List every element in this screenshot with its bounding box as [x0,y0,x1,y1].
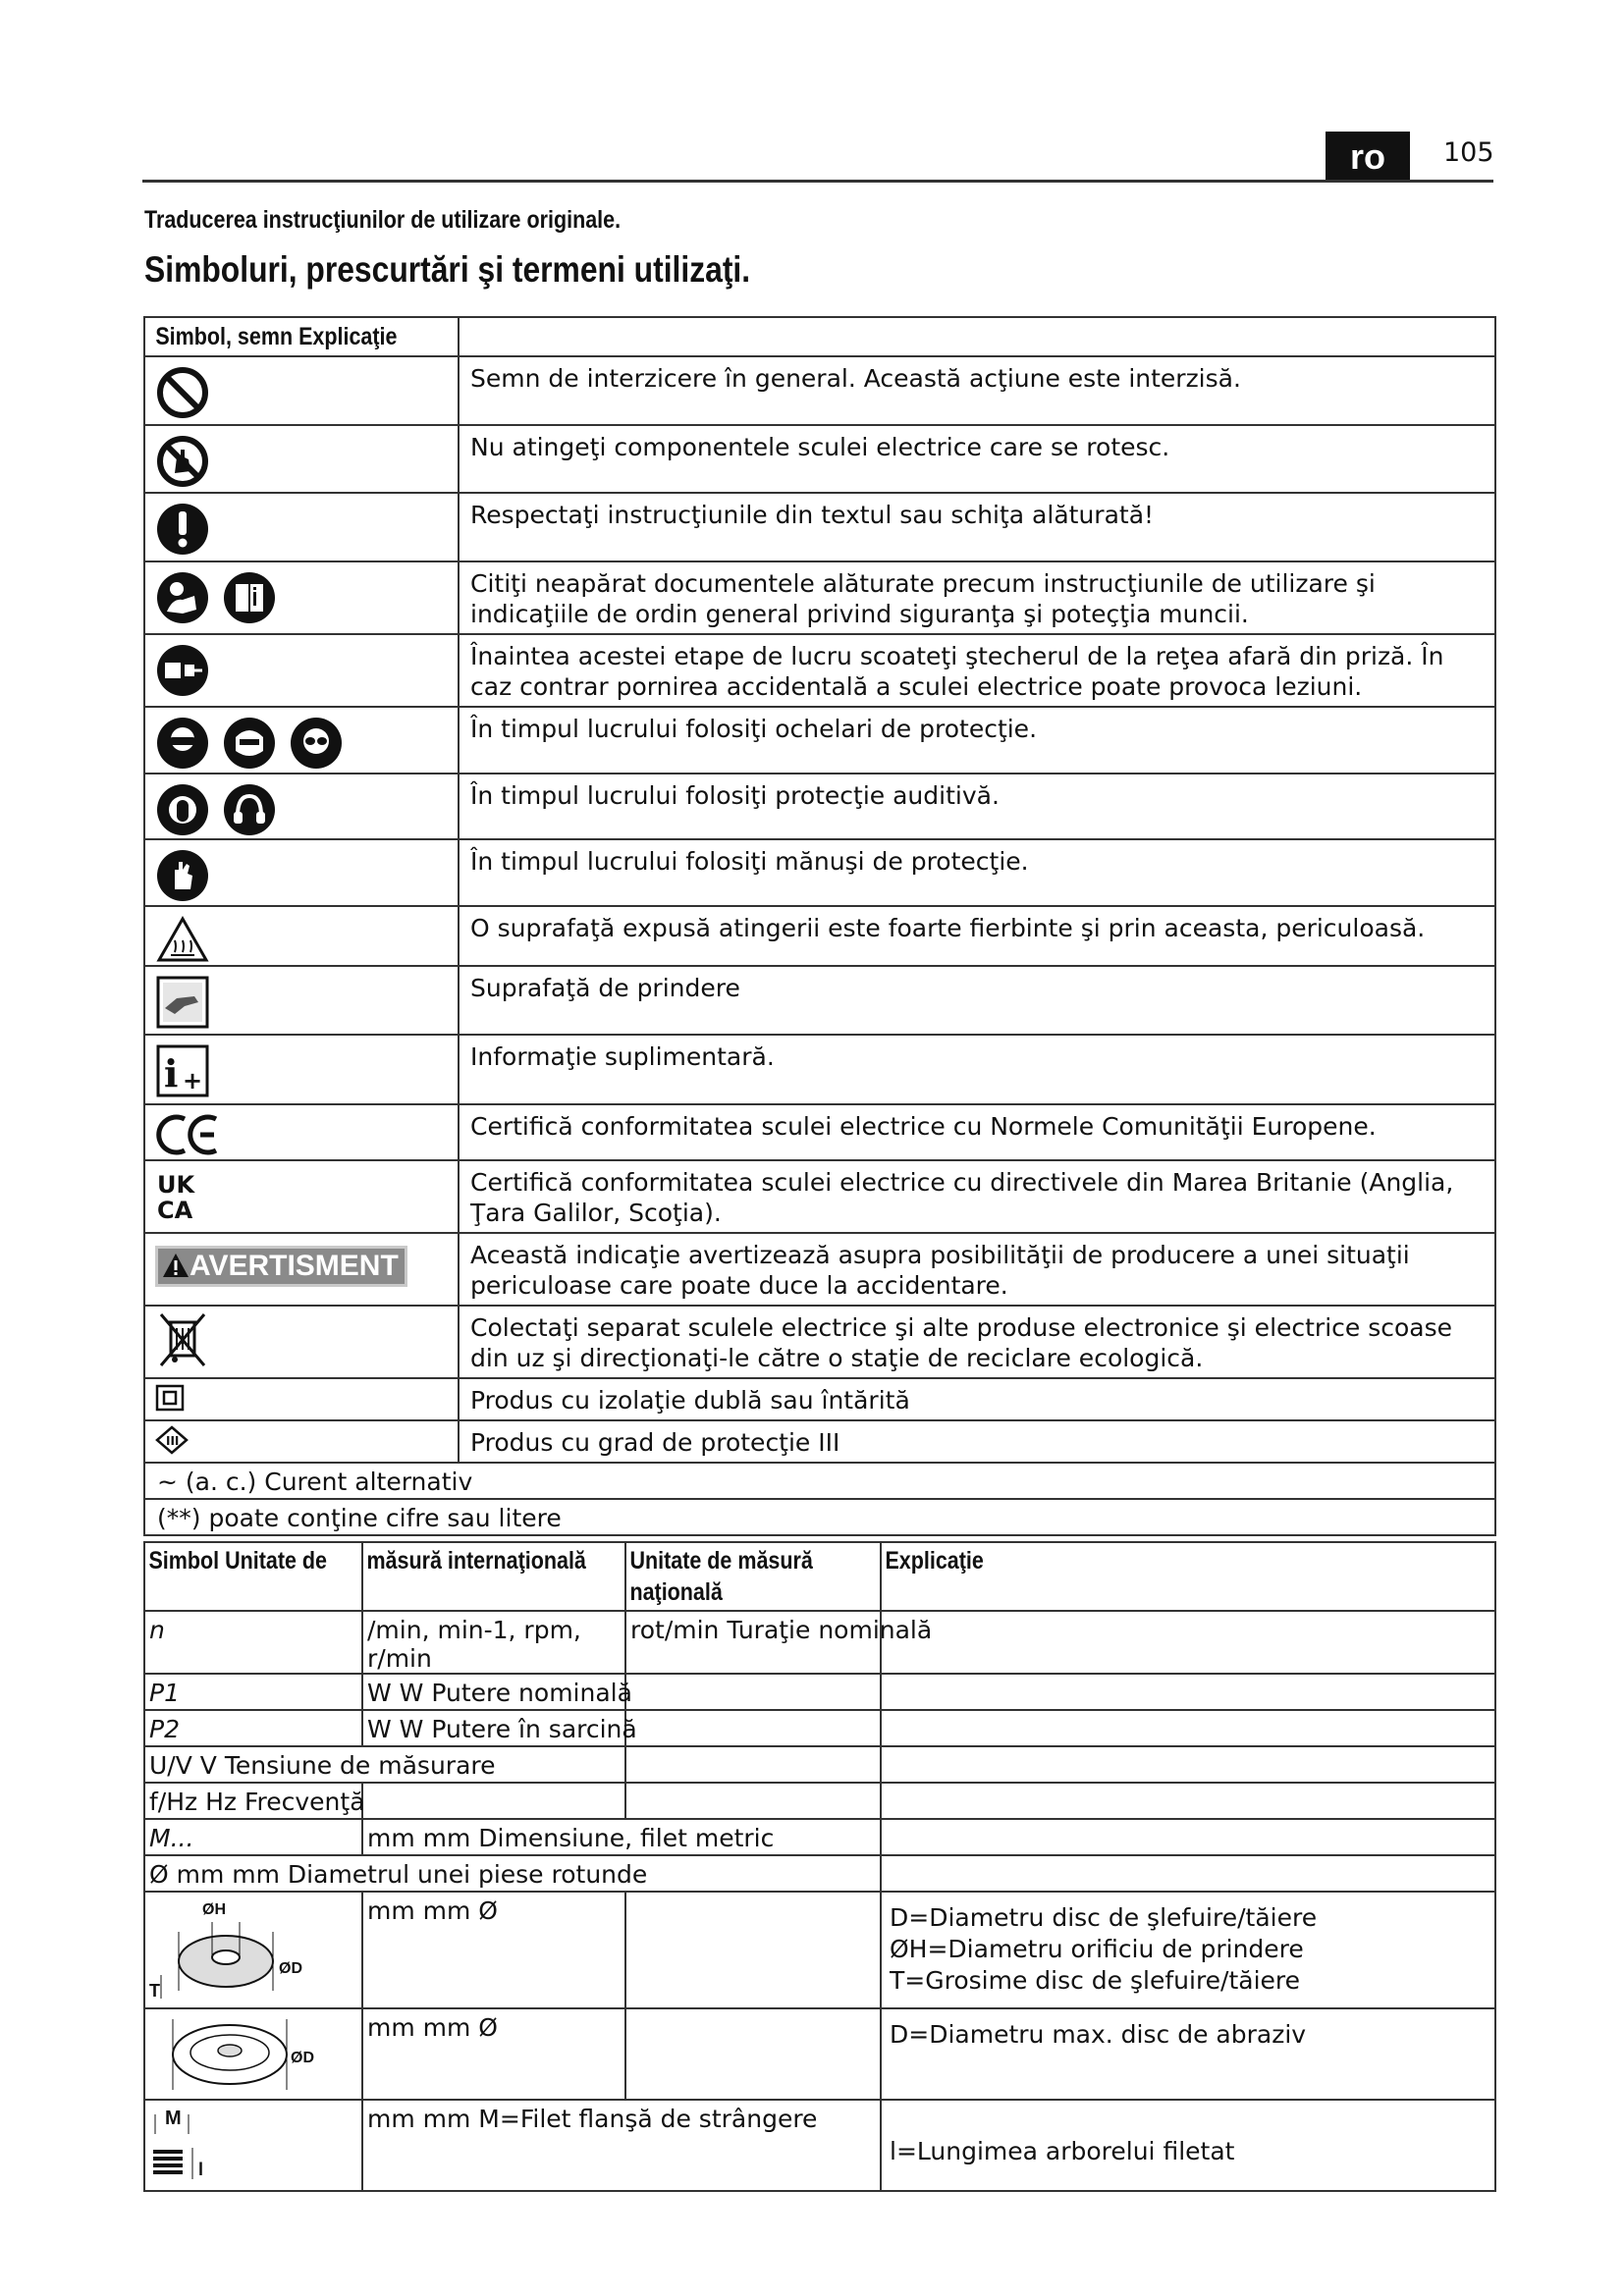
table-row [144,1819,1495,1855]
table-row [144,561,1495,634]
unit-international: mm mm Ø [367,2013,498,2042]
table-row [144,966,1495,1035]
unit-explanation [882,1893,1494,1997]
translation-note: Traducerea instrucţiunilor de utilizare originale. [144,206,622,234]
unit-symbol: n [149,1616,165,1644]
ear-protection-icon [155,782,210,837]
symbol-explanation: Informaţie suplimentară. [459,1035,1495,1104]
svg-text:CA: CA [157,1197,193,1224]
table-row [144,1710,1495,1746]
units-header-international: măsură internaţională [366,1547,586,1575]
table-row [144,1783,1495,1819]
explanation-line: D=Diametru disc de şlefuire/tăiere [890,1903,1318,1932]
info-plus-icon [155,1043,210,1098]
table-row [144,1378,1495,1420]
unplug-icon [155,643,210,698]
warning-triangle-icon [162,1253,189,1278]
table-row [144,493,1495,561]
symbol-explanation: În timpul lucrului folosiţi mănuşi de protecţie. [459,839,1495,906]
table-row [144,356,1495,425]
symbol-explanation: Certifică conformitatea sculei electrice cu directivele din Marea Britanie (Anglia, Ţara Galilor, Scoţia). [459,1160,1495,1233]
unit-full-row: f/Hz Hz Frecvenţă [149,1788,365,1816]
svg-text:ØH: ØH [202,1901,226,1918]
unit-international: W W Putere nominală [367,1679,632,1707]
ce-mark-icon [155,1113,224,1156]
symbols-table-header [144,317,1495,356]
unit-international: mm mm Ø [367,1896,498,1925]
unit-explanation [882,2009,1494,2051]
table-row [144,707,1495,774]
goggles-icon [155,716,210,771]
unit-symbol: P2 [149,1715,180,1743]
explanation-line: ØH=Diametru orificiu de prindere [890,1935,1304,1963]
symbol-explanation: În timpul lucrului folosiţi ochelari de protecţie. [459,707,1495,774]
svg-text:M: M [165,2108,182,2129]
table-row [144,839,1495,906]
symbol-explanation: Colectaţi separat sculele electrice şi alte produse electronice şi electrice scoase din uz şi direcţionaţi-le către o staţie de reciclare ecologică. [459,1306,1495,1378]
symbol-explanation: O suprafaţă expusă atingerii este foarte fierbinte şi prin aceasta, periculoasă. [459,906,1495,966]
symbol-explanation: În timpul lucrului folosiţi protecţie auditivă. [459,774,1495,839]
svg-text:l: l [198,2160,204,2179]
symbol-explanation: Înaintea acestei etape de lucru scoateţi ştecherul de la reţea afară din priză. În caz contrar pornirea accidentală a sculei electrice poate provoca leziuni. [459,634,1495,707]
unit-full-row: U/V V Tensiune de măsurare [149,1751,496,1780]
units-header-symbol: Simbol Unitate de [148,1547,328,1575]
svg-text:ØD: ØD [291,2050,314,2066]
symbol-explanation: Această indicaţie avertizează asupra posibilităţii de producere a unei situaţii periculoase care poate duce la accidentare. [459,1233,1495,1306]
table-row [144,1306,1495,1378]
symbol-explanation: Respectaţi instrucţiunile din textul sau schiţa alăturată! [459,493,1495,561]
explanation-line: T=Grosime disc de şlefuire/tăiere [890,1966,1301,1995]
hot-surface-warning-icon [155,915,210,964]
unit-symbol: P1 [149,1679,180,1707]
table-row [144,1855,1495,1892]
table-row [144,906,1495,966]
header-divider [142,180,1493,183]
svg-text:+: + [183,1067,203,1095]
unit-full-row: Ø mm mm Diametrul unei piese rotunde [149,1860,648,1889]
table-row [144,1160,1495,1233]
table-row [144,1233,1495,1306]
table-row [144,1674,1495,1710]
units-table [143,1541,1496,2192]
symbol-explanation: Suprafaţă de prindere [459,966,1495,1035]
table-row [144,1499,1495,1535]
unit-explanation [882,2101,1494,2167]
crossed-bin-icon [155,1310,210,1369]
unit-national: rot/min Turaţie nominală [630,1616,933,1644]
table-row [144,1611,1495,1674]
table-row [144,1463,1495,1499]
unit-international: /min, min-1, rpm, r/min [367,1616,581,1673]
unit-international: mm mm M=Filet flanşă de strângere [367,2105,818,2133]
svg-text:T: T [149,1981,160,2001]
exclamation-mandatory-icon [155,502,210,557]
page-title: Simboluri, prescurtări şi termeni utilizaţi. [144,249,751,290]
symbol-explanation: Produs cu izolaţie dublă sau întărită [459,1378,1495,1420]
language-badge: ro [1326,132,1410,181]
ear-muffs-icon [222,782,277,837]
grip-surface-icon [155,975,210,1030]
symbol-explanation: Certifică conformitatea sculei electrice cu Normele Comunităţii Europene. [459,1104,1495,1160]
warning-label-icon [155,1246,407,1287]
table-row [144,1104,1495,1160]
protection-class-iii-icon [155,1425,189,1455]
symbol-explanation: Citiţi neapărat documentele alăturate precum instrucţiunile de utilizare şi indicaţiile de ordin general privind siguranţa şi poteçţia muncii. [459,561,1495,634]
symbols-header-label: Simbol, semn Explicaţie [155,323,398,350]
table-row [144,1746,1495,1783]
face-shield-icon [222,716,277,771]
svg-text:i: i [164,1051,179,1095]
prohibition-sign-icon [155,365,210,420]
explanation-line: l=Lungimea arborelui filetat [890,2137,1235,2165]
unit-symbol: M... [149,1824,194,1852]
alternating-current-note: ~ (a. c.) Curent alternativ [157,1468,473,1496]
svg-text:ØD: ØD [279,1960,302,1977]
warning-label-text: AVERTISMENT [189,1250,399,1282]
backing-pad-icon [145,2009,352,2094]
unit-international: W W Putere în sarcină [367,1715,637,1743]
do-not-touch-rotating-icon [155,434,210,489]
table-row [144,2100,1495,2191]
threaded-spindle-icon [145,2101,224,2185]
disc-dimensions-icon [145,1893,352,2002]
symbols-table [143,316,1496,1536]
units-header-explanation: Explicaţie [885,1547,984,1575]
safety-glasses-icon [289,716,344,771]
double-insulation-icon [155,1384,185,1412]
svg-text:III: III [166,1434,180,1448]
units-table-header [144,1542,1495,1611]
page-number: 105 [1443,137,1494,168]
table-row [144,1420,1495,1463]
symbol-explanation: Produs cu grad de protecţie III [459,1420,1495,1463]
explanation-line: D=Diametru max. disc de abraziv [890,2020,1307,2049]
ukca-mark-icon [155,1169,204,1224]
symbol-explanation: Semn de interzicere în general. Această acţiune este interzisă. [459,356,1495,425]
table-row [144,2008,1495,2100]
table-row [144,425,1495,493]
units-header-national: Unitate de măsură naţională [629,1547,813,1606]
table-row [144,1892,1495,2008]
symbol-explanation: Nu atingeţi componentele sculei electrice care se rotesc. [459,425,1495,493]
gloves-icon [155,848,210,903]
svg-text:UK: UK [157,1171,195,1199]
digits-letters-note: (**) poate conţine cifre sau litere [157,1504,562,1532]
table-row [144,774,1495,839]
table-row [144,1035,1495,1104]
unit-international: mm mm Dimensiune, filet metric [367,1824,775,1852]
read-manual-person-icon [155,570,210,625]
table-row [144,634,1495,707]
read-manual-book-icon [222,570,277,625]
